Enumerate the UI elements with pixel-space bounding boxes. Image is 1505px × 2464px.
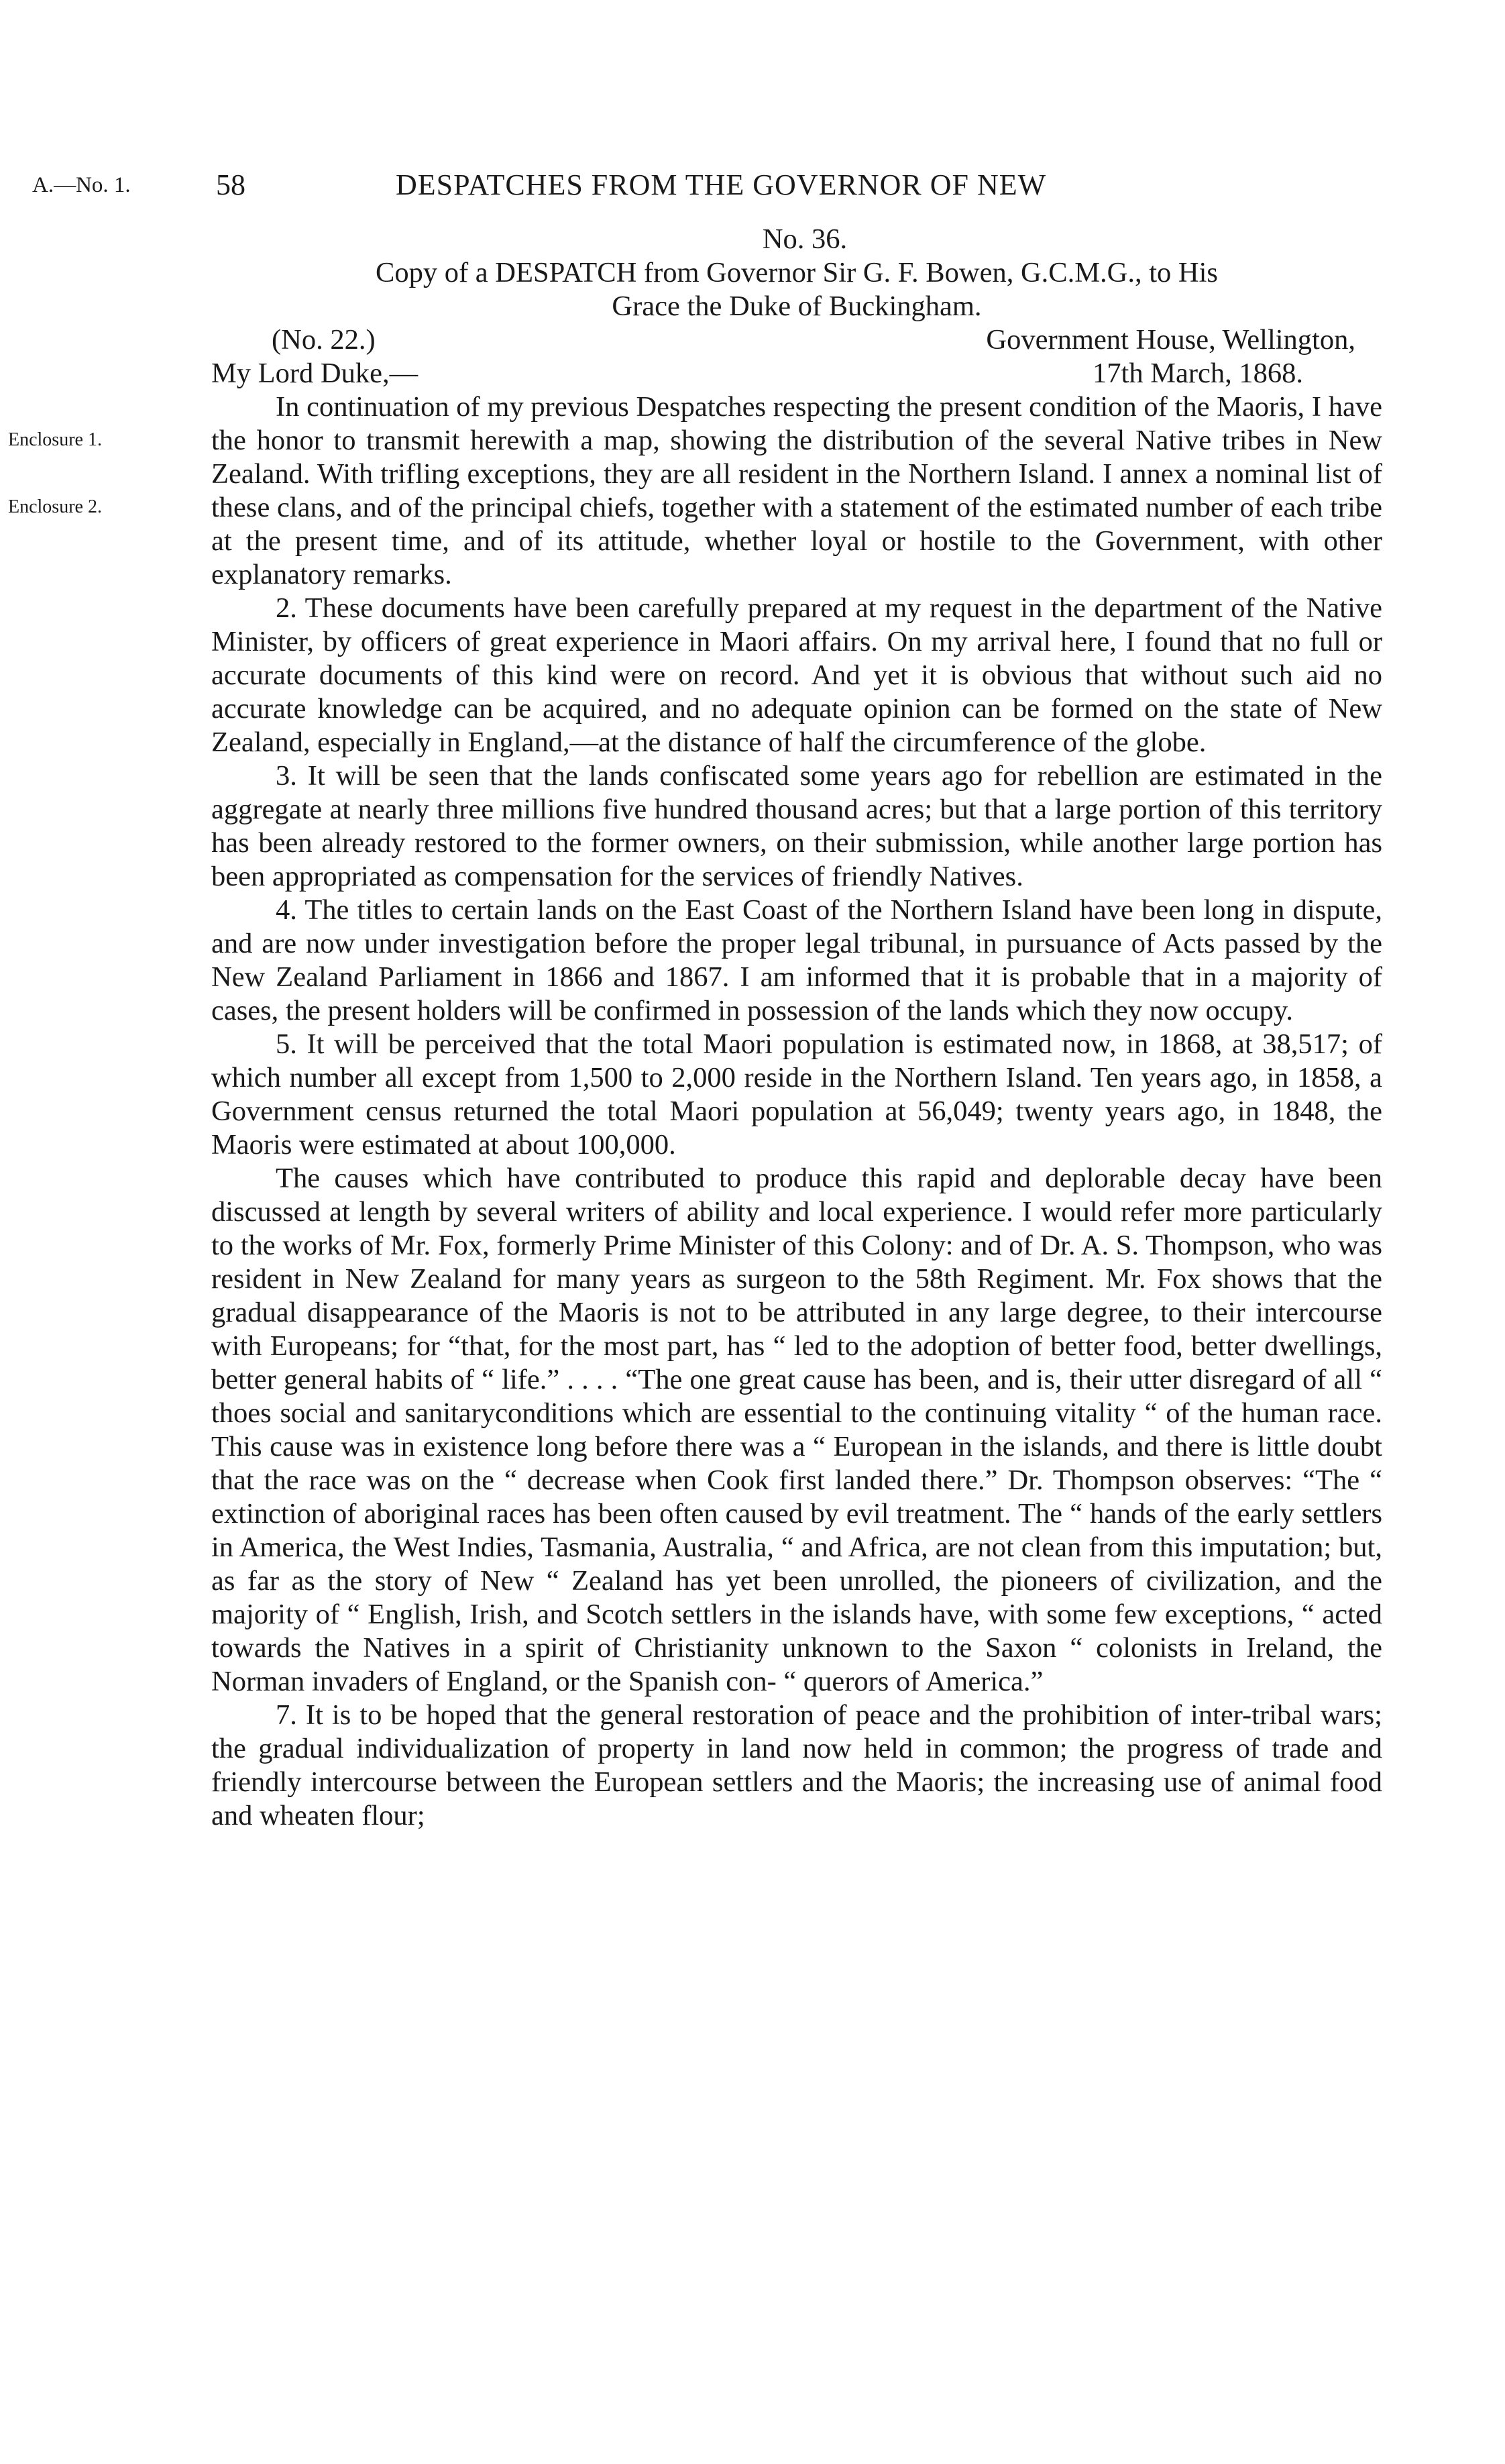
despatch-title-line-2: Grace the Duke of Buckingham.	[612, 290, 982, 322]
salutation-line	[211, 357, 1382, 390]
salutation: My Lord Duke,—	[211, 358, 419, 389]
despatch-date: 17th March, 1868.	[1093, 358, 1303, 389]
page-header	[0, 168, 1505, 208]
paragraph-4: 4. The titles to certain lands on the East Coast of the Northern Island have been long in dispute, and are now under investigation before the proper legal tribunal, in pursuance of Acts passed by the New Zealand Parliament in 1866 and 1867. I am informed that it is probable that in a majority of cases, the present holders will be confirmed in possession of the lands which they now occupy.	[211, 894, 1382, 1026]
despatch-number: No. 36.	[762, 223, 848, 255]
document-body	[211, 223, 1382, 1833]
paragraph-5: 5. It will be perceived that the total Maori population is estimated now, in 1868, at 38,517; of which number all except from 1,500 to 2,000 reside in the Northern Island. Ten years ago, in 1858, a Government census returned the total Maori population at 56,049; twenty years ago, in 1848, the Maoris were estimated at about 100,000.	[211, 1028, 1382, 1161]
despatch-reference-line	[211, 323, 1382, 357]
margin-note-enclosure-2: Enclosure 2.	[8, 496, 102, 517]
paragraph-6-causes: The causes which have contributed to produce this rapid and deplorable decay have been discussed at length by several writers of ability and local experience. I would refer more particularly to the works of Mr. Fox, formerly Prime Minister of this Colony: and of Dr. A. S. Thompson, who was resident in New Zealand for many years as surgeon to the 58th Regiment. Mr. Fox shows that the gradual disappearance of the Maoris is not to be attributed in any large degree, to their intercourse with Europeans; for “that, for the most part, has “ led to the adoption of better food, better dwellings, better general habits of “ life.” . . . . “The one great cause has been, and is, their utter disregard of all “ thoes social and sanitaryconditions which are essential to the continuing vitality “ of the human race. This cause was in existence long before there was a “ European in the islands, and there is little doubt that the race was on the “ decrease when Cook first landed there.” Dr. Thompson observes: “The “ extinction of aboriginal races has been often caused by evil treatment. The “ hands of the early settlers in America, the West Indies, Tasmania, Australia, “ and Africa, are not clean from this imputation; but, as far as the story of New “ Zealand has yet been unrolled, the pioneers of civilization, and the majority of “ English, Irish, and Scotch settlers in the islands have, with some few exceptions, “ acted towards the Natives in a spirit of Christianity unknown to the Saxon “ colonists in Ireland, the Norman invaders of England, or the Spanish con- “ querors of America.”	[211, 1163, 1382, 1697]
despatch-no: (No. 22.)	[272, 324, 376, 356]
page-number: 58	[216, 168, 245, 201]
paragraph-3: 3. It will be seen that the lands confiscated some years ago for rebellion are estimated in the aggregate at nearly three millions five hundred thousand acres; but that a large portion of this territory has been already restored to the former owners, on their submission, while another large portion has been appropriated as compensation for the services of friendly Natives.	[211, 760, 1382, 892]
document-reference: A.—No. 1.	[32, 173, 131, 197]
running-title: DESPATCHES FROM THE GOVERNOR OF NEW	[396, 168, 1047, 201]
paragraph-2: 2. These documents have been carefully prepared at my request in the department of the Native Minister, by officers of great experience in Maori affairs. On my arrival here, I found that no full or accurate documents of this kind were on record. And yet it is obvious that without such aid no accurate knowledge can be acquired, and no adequate opinion can be formed on the state of New Zealand, especially in England,—at the distance of half the circumference of the globe.	[211, 592, 1382, 758]
despatch-title-line-1: Copy of a DESPATCH from Governor Sir G. F. Bowen, G.C.M.G., to His	[376, 257, 1218, 288]
paragraph-1: In continuation of my previous Despatches respecting the present condition of the Maoris, I have the honor to transmit herewith a map, showing the distribution of the several Native tribes in New Zealand. With trifling exceptions, they are all resident in the Northern Island. I annex a nominal list of these clans, and of the principal chiefs, together with a statement of the estimated number of each tribe at the present time, and of its attitude, whether loyal or hostile to the Government, with other explanatory remarks.	[211, 391, 1382, 590]
despatch-place: Government House, Wellington,	[986, 324, 1355, 356]
paragraph-7: 7. It is to be hoped that the general restoration of peace and the prohibition of inter-tribal wars; the gradual individualization of property in land now held in common; the progress of trade and friendly intercourse between the European settlers and the Maoris; the increasing use of animal food and wheaten flour;	[211, 1699, 1382, 1831]
margin-note-enclosure-1: Enclosure 1.	[8, 429, 102, 450]
